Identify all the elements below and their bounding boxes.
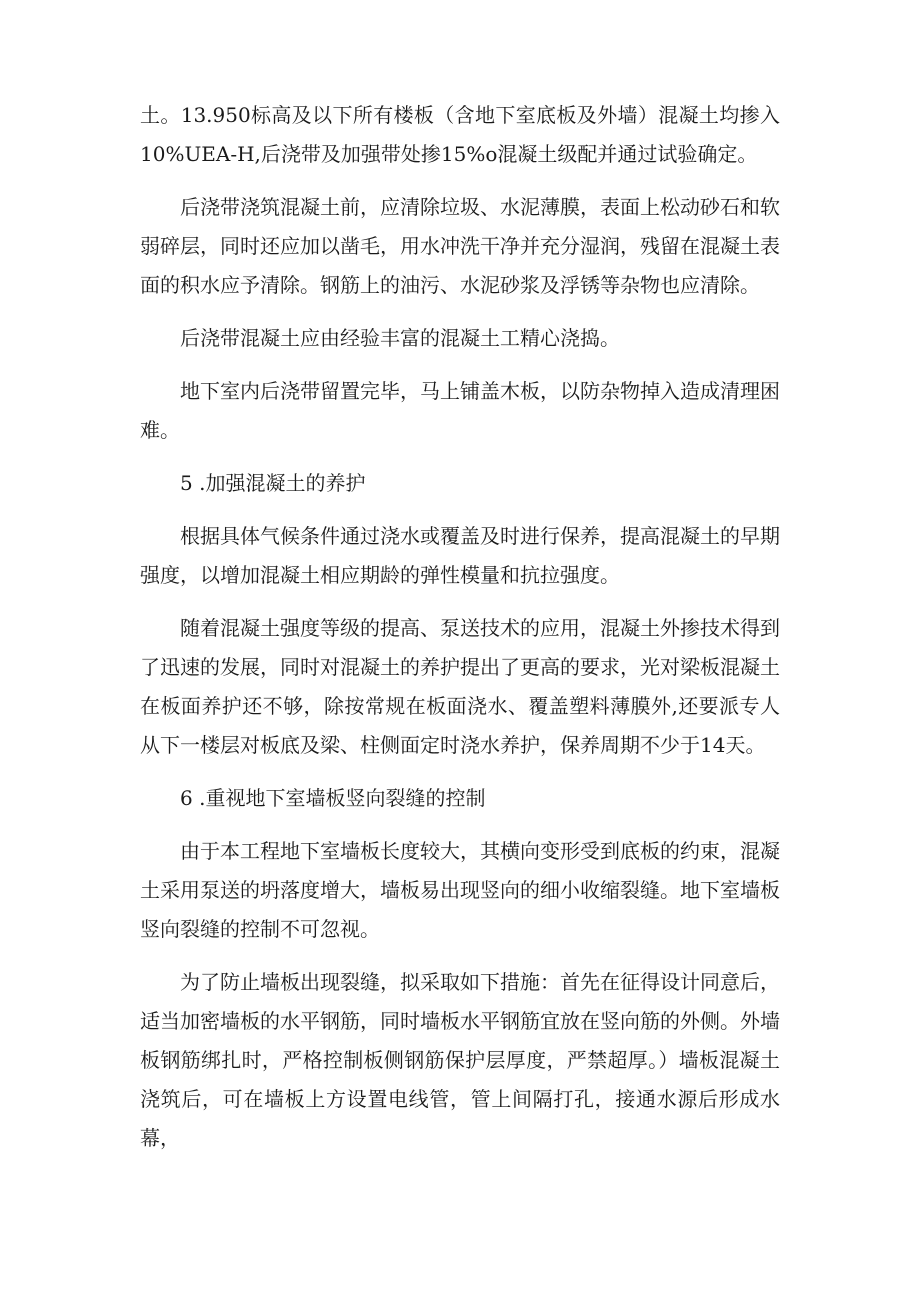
document-body	[140, 96, 780, 1172]
paragraph-post-pour-strip-cleaning: 后浇带浇筑混凝土前，应清除垃圾、水泥薄膜，表面上松动砂石和软弱碎层，同时还应加以凿毛，用水冲洗干净并充分湿润，残留在混凝土表面的积水应予清除。钢筋上的油污、水泥砂浆及浮锈等杂物也应清除。	[140, 195, 780, 297]
section-heading-curing: 5 .加强混凝土的养护	[180, 471, 366, 495]
paragraph-wall-crack-causes: 由于本工程地下室墙板长度较大，其横向变形受到底板的约束，混凝土采用泵送的坍落度增大，墙板易出现竖向的细小收缩裂缝。地下室墙板竖向裂缝的控制不可忽视。	[140, 839, 780, 941]
section-heading-wall-cracks: 6 .重视地下室墙板竖向裂缝的控制	[180, 786, 486, 810]
paragraph-curing-conditions: 根据具体气候条件通过浇水或覆盖及时进行保养，提高混凝土的早期强度，以增加混凝土相应期龄的弹性模量和抗拉强度。	[140, 524, 780, 587]
paragraph-post-pour-strip-compaction: 后浇带混凝土应由经验丰富的混凝土工精心浇捣。	[180, 326, 620, 350]
paragraph-wall-crack-measures: 为了防止墙板出现裂缝，拟采取如下措施：首先在征得设计同意后，适当加密墙板的水平钢筋，同时墙板水平钢筋宜放在竖向筋的外侧。外墙板钢筋绑扎时，严格控制板侧钢筋保护层厚度，严禁超厚。）墙板混凝土浇筑后，可在墙板上方设置电线管，管上间隔打孔，接通水源后形成水幕，	[140, 970, 780, 1150]
paragraph-curing-requirements: 随着混凝土强度等级的提高、泵送技术的应用，混凝土外掺技术得到了迅速的发展，同时对混凝土的养护提出了更高的要求，光对梁板混凝土在板面养护还不够，除按常规在板面浇水、覆盖塑料薄膜外,还要派专人从下一楼层对板底及梁、柱侧面定时浇水养护，保养周期不少于14天。	[140, 616, 780, 757]
paragraph-basement-strip-cover: 地下室内后浇带留置完毕，马上铺盖木板，以防杂物掉入造成清理困难。	[140, 379, 780, 442]
paragraph-continuation: 土。13.950标高及以下所有楼板（含地下室底板及外墙）混凝土均掺入10%UEA-H,后浇带及加强带处掺15%o混凝土级配并通过试验确定。	[140, 103, 780, 166]
